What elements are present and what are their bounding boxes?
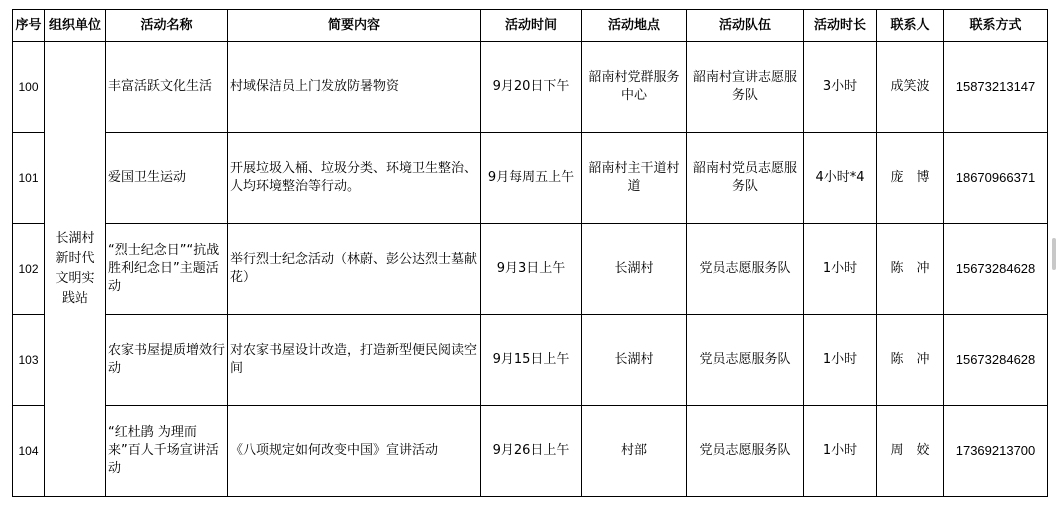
cell-duration: 4小时*4	[804, 133, 877, 224]
header-place: 活动地点	[582, 10, 687, 42]
cell-name: 农家书屋提质增效行动	[106, 315, 228, 406]
unit-line: 文明实	[55, 271, 95, 286]
cell-unit-merged	[45, 42, 106, 497]
cell-contact: 周 姣	[877, 406, 944, 497]
cell-content: 村域保洁员上门发放防暑物资	[228, 42, 481, 133]
cell-name: “红杜鹃 为理而来”百人千场宣讲活动	[106, 406, 228, 497]
cell-seq: 101	[13, 133, 45, 224]
unit-line: 长湖村	[55, 231, 95, 246]
header-phone: 联系方式	[944, 10, 1048, 42]
cell-phone: 17369213700	[944, 406, 1048, 497]
cell-phone: 15673284628	[944, 224, 1048, 315]
unit-line: 践站	[61, 291, 88, 306]
header-contact: 联系人	[877, 10, 944, 42]
cell-duration: 1小时	[804, 224, 877, 315]
cell-place: 韶南村党群服务中心	[582, 42, 687, 133]
table-row	[13, 42, 1048, 133]
cell-team: 党员志愿服务队	[687, 315, 804, 406]
table-row	[13, 133, 1048, 224]
header-seq: 序号	[13, 10, 45, 42]
cell-content: 对农家书屋设计改造，打造新型便民阅读空间	[228, 315, 481, 406]
cell-phone: 15673284628	[944, 315, 1048, 406]
cell-content: 举行烈士纪念活动（林蔚、彭公达烈士墓献花）	[228, 224, 481, 315]
cell-team: 韶南村党员志愿服务队	[687, 133, 804, 224]
cell-time: 9月每周五上午	[481, 133, 582, 224]
cell-duration: 3小时	[804, 42, 877, 133]
cell-time: 9月20日下午	[481, 42, 582, 133]
cell-contact: 庞 博	[877, 133, 944, 224]
cell-phone: 15873213147	[944, 42, 1048, 133]
activity-table	[12, 9, 1048, 497]
unit-line: 新时代	[55, 251, 95, 266]
cell-duration: 1小时	[804, 406, 877, 497]
scrollbar-thumb[interactable]	[1052, 238, 1056, 270]
cell-time: 9月15日上午	[481, 315, 582, 406]
header-duration: 活动时长	[804, 10, 877, 42]
table-row	[13, 224, 1048, 315]
header-row	[13, 10, 1048, 42]
cell-seq: 103	[13, 315, 45, 406]
header-name: 活动名称	[106, 10, 228, 42]
cell-phone: 18670966371	[944, 133, 1048, 224]
table-row	[13, 315, 1048, 406]
cell-name: 爱国卫生运动	[106, 133, 228, 224]
cell-seq: 100	[13, 42, 45, 133]
cell-place: 长湖村	[582, 315, 687, 406]
cell-contact: 陈 冲	[877, 315, 944, 406]
cell-team: 党员志愿服务队	[687, 406, 804, 497]
cell-seq: 104	[13, 406, 45, 497]
cell-time: 9月26日上午	[481, 406, 582, 497]
cell-duration: 1小时	[804, 315, 877, 406]
cell-place: 长湖村	[582, 224, 687, 315]
cell-seq: 102	[13, 224, 45, 315]
cell-time: 9月3日上午	[481, 224, 582, 315]
cell-content: 开展垃圾入桶、垃圾分类、环境卫生整治、人均环境整治等行动。	[228, 133, 481, 224]
cell-name: 丰富活跃文化生活	[106, 42, 228, 133]
cell-place: 韶南村主干道村道	[582, 133, 687, 224]
cell-contact: 陈 冲	[877, 224, 944, 315]
header-time: 活动时间	[481, 10, 582, 42]
header-unit: 组织单位	[45, 10, 106, 42]
cell-name: “烈士纪念日”“抗战胜利纪念日”主题活动	[106, 224, 228, 315]
cell-team: 党员志愿服务队	[687, 224, 804, 315]
cell-team: 韶南村宣讲志愿服务队	[687, 42, 804, 133]
table-row	[13, 406, 1048, 497]
header-team: 活动队伍	[687, 10, 804, 42]
cell-place: 村部	[582, 406, 687, 497]
cell-contact: 成笑波	[877, 42, 944, 133]
header-content: 简要内容	[228, 10, 481, 42]
cell-content: 《八项规定如何改变中国》宣讲活动	[228, 406, 481, 497]
